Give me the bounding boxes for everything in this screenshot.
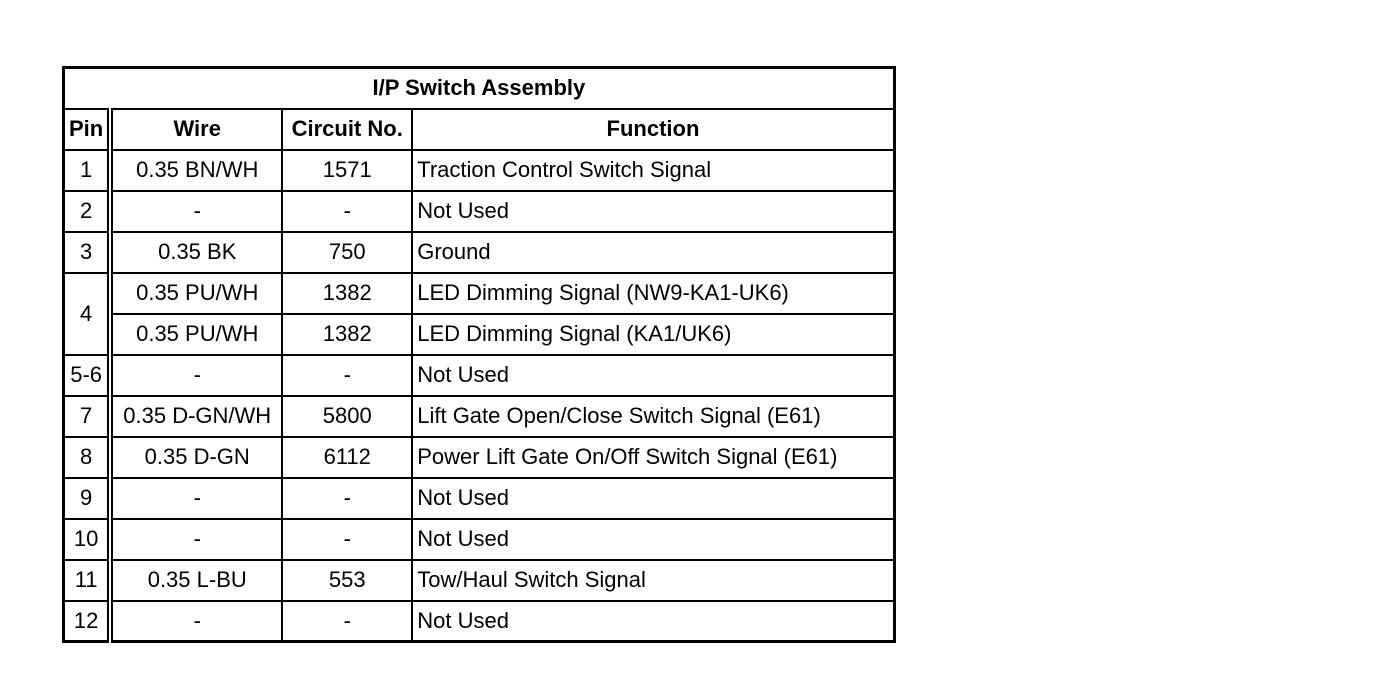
pin-cell: 11 xyxy=(64,560,111,601)
wire-cell: 0.35 L-BU xyxy=(110,560,282,601)
circuit-cell: - xyxy=(282,191,412,232)
pin-cell: 4 xyxy=(64,273,111,355)
function-cell: Ground xyxy=(412,232,894,273)
table-row xyxy=(64,560,895,601)
circuit-cell: 6112 xyxy=(282,437,412,478)
pin-cell: 5-6 xyxy=(64,355,111,396)
table-row xyxy=(64,519,895,560)
header-row xyxy=(64,109,895,150)
function-cell: Not Used xyxy=(412,519,894,560)
pin-cell: 12 xyxy=(64,601,111,642)
function-cell: Traction Control Switch Signal xyxy=(412,150,894,191)
table-row xyxy=(64,396,895,437)
wire-cell: - xyxy=(110,191,282,232)
table-row xyxy=(64,437,895,478)
table-title: I/P Switch Assembly xyxy=(64,68,895,109)
wire-cell: - xyxy=(110,601,282,642)
function-cell: Lift Gate Open/Close Switch Signal (E61) xyxy=(412,396,894,437)
function-cell: Power Lift Gate On/Off Switch Signal (E61) xyxy=(412,437,894,478)
circuit-cell: 1382 xyxy=(282,273,412,314)
function-cell: Not Used xyxy=(412,191,894,232)
wire-cell: 0.35 BN/WH xyxy=(110,150,282,191)
header-pin: Pin xyxy=(64,109,111,150)
circuit-cell: 1571 xyxy=(282,150,412,191)
circuit-cell: - xyxy=(282,355,412,396)
circuit-cell: 553 xyxy=(282,560,412,601)
circuit-cell: - xyxy=(282,478,412,519)
pin-cell: 10 xyxy=(64,519,111,560)
pin-cell: 1 xyxy=(64,150,111,191)
function-cell: LED Dimming Signal (KA1/UK6) xyxy=(412,314,894,355)
circuit-cell: 1382 xyxy=(282,314,412,355)
table-row xyxy=(64,232,895,273)
table-row xyxy=(64,314,895,355)
function-cell: Tow/Haul Switch Signal xyxy=(412,560,894,601)
wire-cell: - xyxy=(110,355,282,396)
pin-cell: 2 xyxy=(64,191,111,232)
connector-table-container xyxy=(62,66,896,643)
table-row xyxy=(64,273,895,314)
wire-cell: - xyxy=(110,519,282,560)
pin-cell: 8 xyxy=(64,437,111,478)
header-wire: Wire xyxy=(110,109,282,150)
pin-cell: 7 xyxy=(64,396,111,437)
function-cell: Not Used xyxy=(412,601,894,642)
function-cell: Not Used xyxy=(412,478,894,519)
table-row xyxy=(64,191,895,232)
wire-cell: 0.35 BK xyxy=(110,232,282,273)
table-row xyxy=(64,150,895,191)
table-row xyxy=(64,478,895,519)
function-cell: Not Used xyxy=(412,355,894,396)
circuit-cell: 750 xyxy=(282,232,412,273)
header-circuit: Circuit No. xyxy=(282,109,412,150)
connector-pinout-table xyxy=(62,66,896,643)
function-cell: LED Dimming Signal (NW9-KA1-UK6) xyxy=(412,273,894,314)
wire-cell: - xyxy=(110,478,282,519)
table-row xyxy=(64,355,895,396)
table-row xyxy=(64,601,895,642)
pin-cell: 3 xyxy=(64,232,111,273)
wire-cell: 0.35 D-GN xyxy=(110,437,282,478)
wire-cell: 0.35 D-GN/WH xyxy=(110,396,282,437)
circuit-cell: 5800 xyxy=(282,396,412,437)
wire-cell: 0.35 PU/WH xyxy=(110,314,282,355)
circuit-cell: - xyxy=(282,519,412,560)
pin-cell: 9 xyxy=(64,478,111,519)
header-function: Function xyxy=(412,109,894,150)
circuit-cell: - xyxy=(282,601,412,642)
wire-cell: 0.35 PU/WH xyxy=(110,273,282,314)
